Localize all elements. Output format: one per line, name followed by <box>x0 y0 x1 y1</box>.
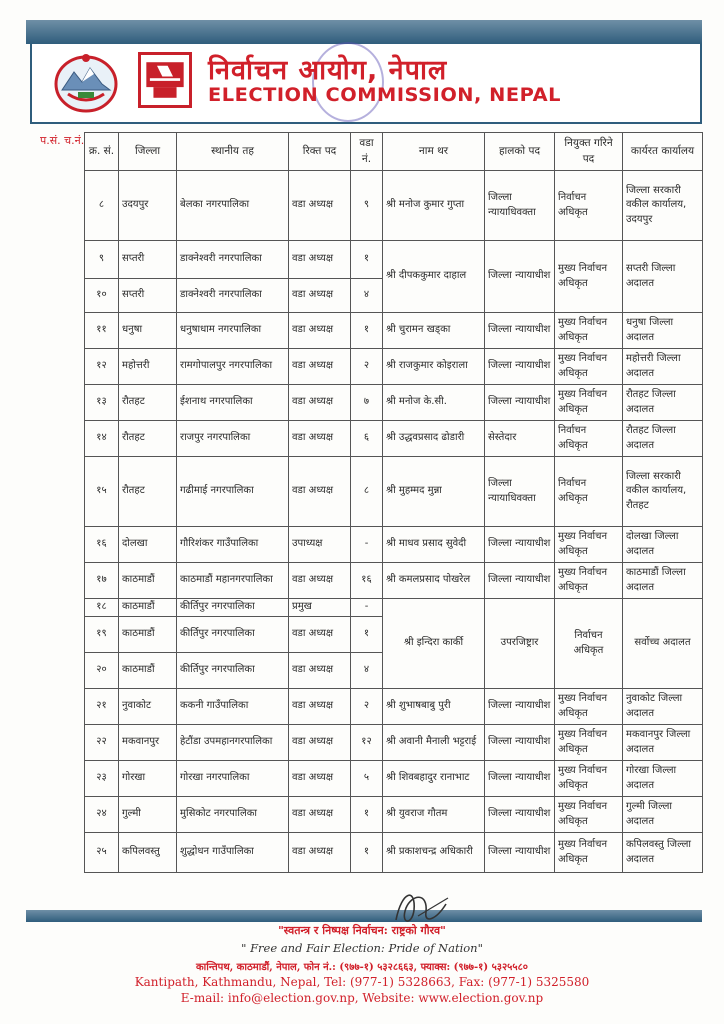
cell-current-post: जिल्ला न्यायाधीश <box>485 689 555 725</box>
cell-local-body: हेटौंडा उपमहानगरपालिका <box>177 725 289 761</box>
column-header: नियुक्त गरिने पद <box>555 133 623 171</box>
cell-post: वडा अध्यक्ष <box>289 689 351 725</box>
cell-sn: १५ <box>85 457 119 527</box>
cell-local-body: कीर्तिपुर नगरपालिका <box>177 599 289 617</box>
cell-current-post: सेस्तेदार <box>485 421 555 457</box>
cell-current-post: जिल्ला न्यायाधीश <box>485 797 555 833</box>
cell-sn: ११ <box>85 313 119 349</box>
cell-local-body: कीर्तिपुर नगरपालिका <box>177 617 289 653</box>
cell-district: मकवानपुर <box>119 725 177 761</box>
cell-district: उदयपुर <box>119 171 177 241</box>
cell-post: वडा अध्यक्ष <box>289 313 351 349</box>
table-row <box>85 457 703 527</box>
cell-appointed-post: निर्वाचन अधिकृत <box>555 421 623 457</box>
column-header: वडा नं. <box>351 133 383 171</box>
column-header: रिक्त पद <box>289 133 351 171</box>
cell-district: रौतहट <box>119 457 177 527</box>
cell-sn: १७ <box>85 563 119 599</box>
table-row <box>85 313 703 349</box>
cell-local-body: राजपुर नगरपालिका <box>177 421 289 457</box>
cell-appointed-post: मुख्य निर्वाचन अधिकृत <box>555 833 623 873</box>
cell-local-body: शुद्धोधन गाउँपालिका <box>177 833 289 873</box>
cell-appointed-post: मुख्य निर्वाचन अधिकृत <box>555 349 623 385</box>
cell-post: वडा अध्यक्ष <box>289 725 351 761</box>
cell-local-body: बेलका नगरपालिका <box>177 171 289 241</box>
cell-sn: २४ <box>85 797 119 833</box>
cell-sn: १८ <box>85 599 119 617</box>
cell-local-body: डाक्नेश्वरी नगरपालिका <box>177 241 289 279</box>
cell-district: महोत्तरी <box>119 349 177 385</box>
cell-local-body: रामगोपालपुर नगरपालिका <box>177 349 289 385</box>
table-row <box>85 833 703 873</box>
cell-office: मकवानपुर जिल्ला अदालत <box>623 725 703 761</box>
table-row <box>85 241 703 279</box>
column-header: नाम थर <box>383 133 485 171</box>
cell-sn: १६ <box>85 527 119 563</box>
reference-number-label: प.सं. च.नं. <box>40 134 85 147</box>
cell-district: सप्तरी <box>119 279 177 313</box>
header-top-bar <box>26 20 702 44</box>
cell-office: सप्तरी जिल्ला अदालत <box>623 241 703 313</box>
cell-name: श्री शुभाषबाबु पुरी <box>383 689 485 725</box>
cell-post: वडा अध्यक्ष <box>289 833 351 873</box>
cell-district: गोरखा <box>119 761 177 797</box>
cell-office: गोरखा जिल्ला अदालत <box>623 761 703 797</box>
cell-local-body: ककनी गाउँपालिका <box>177 689 289 725</box>
cell-post: वडा अध्यक्ष <box>289 349 351 385</box>
table-row <box>85 599 703 617</box>
table-row <box>85 689 703 725</box>
cell-post: वडा अध्यक्ष <box>289 617 351 653</box>
cell-district: धनुषा <box>119 313 177 349</box>
cell-appointed-post: मुख्य निर्वाचन अधिकृत <box>555 385 623 421</box>
cell-district: दोलखा <box>119 527 177 563</box>
cell-office: काठमाडौं जिल्ला अदालत <box>623 563 703 599</box>
cell-post: वडा अध्यक्ष <box>289 653 351 689</box>
cell-post: वडा अध्यक्ष <box>289 563 351 599</box>
table-row <box>85 349 703 385</box>
cell-sn: २१ <box>85 689 119 725</box>
cell-current-post: जिल्ला न्यायाधीश <box>485 385 555 421</box>
footer-motto-nepali: "स्वतन्त्र र निष्पक्ष निर्वाचन: राष्ट्रको गौरव" <box>278 924 446 937</box>
cell-appointed-post: निर्वाचन अधिकृत <box>555 457 623 527</box>
table-row <box>85 725 703 761</box>
cell-ward: १ <box>351 313 383 349</box>
cell-appointed-post: मुख्य निर्वाचन अधिकृत <box>555 761 623 797</box>
cell-post: वडा अध्यक्ष <box>289 421 351 457</box>
cell-current-post: जिल्ला न्यायाधीश <box>485 313 555 349</box>
election-commission-logo-icon <box>138 52 192 108</box>
cell-ward: ४ <box>351 653 383 689</box>
cell-appointed-post: मुख्य निर्वाचन अधिकृत <box>555 563 623 599</box>
cell-name: श्री मनोज के.सी. <box>383 385 485 421</box>
cell-current-post: जिल्ला न्यायाधीश <box>485 833 555 873</box>
footer-address-english: Kantipath, Kathmandu, Nepal, Tel: (977-1) 5328663, Fax: (977-1) 5325580 <box>134 975 590 989</box>
cell-district: कपिलवस्तु <box>119 833 177 873</box>
cell-local-body: मुसिकोट नगरपालिका <box>177 797 289 833</box>
table-row <box>85 761 703 797</box>
cell-post: उपाध्यक्ष <box>289 527 351 563</box>
cell-ward: २ <box>351 689 383 725</box>
column-header: हालको पद <box>485 133 555 171</box>
cell-current-post: जिल्ला न्यायाधीश <box>485 527 555 563</box>
cell-ward: १ <box>351 617 383 653</box>
table-row <box>85 171 703 241</box>
table-row <box>85 385 703 421</box>
cell-post: वडा अध्यक्ष <box>289 279 351 313</box>
cell-post: वडा अध्यक्ष <box>289 241 351 279</box>
cell-district: रौतहट <box>119 385 177 421</box>
cell-district: काठमाडौं <box>119 653 177 689</box>
cell-name: श्री माधव प्रसाद सुवेदी <box>383 527 485 563</box>
cell-name: श्री मुहम्मद मुन्ना <box>383 457 485 527</box>
cell-local-body: ईशनाथ नगरपालिका <box>177 385 289 421</box>
cell-sn: २२ <box>85 725 119 761</box>
cell-office: रौतहट जिल्ला अदालत <box>623 385 703 421</box>
cell-district: नुवाकोट <box>119 689 177 725</box>
footer-bar <box>26 910 702 922</box>
cell-appointed-post: मुख्य निर्वाचन अधिकृत <box>555 527 623 563</box>
cell-current-post: जिल्ला न्यायाधिवक्ता <box>485 457 555 527</box>
cell-ward: - <box>351 527 383 563</box>
nepal-emblem-icon <box>52 50 120 114</box>
cell-office: नुवाकोट जिल्ला अदालत <box>623 689 703 725</box>
cell-ward: ९ <box>351 171 383 241</box>
cell-sn: १२ <box>85 349 119 385</box>
cell-appointed-post: निर्वाचन अधिकृत <box>555 171 623 241</box>
cell-current-post: जिल्ला न्यायाधीश <box>485 725 555 761</box>
cell-ward: ८ <box>351 457 383 527</box>
cell-ward: १ <box>351 241 383 279</box>
column-header: कार्यरत कार्यालय <box>623 133 703 171</box>
cell-ward: ६ <box>351 421 383 457</box>
cell-ward: ४ <box>351 279 383 313</box>
cell-office: रौतहट जिल्ला अदालत <box>623 421 703 457</box>
cell-ward: १६ <box>351 563 383 599</box>
cell-name: श्री मनोज कुमार गुप्ता <box>383 171 485 241</box>
cell-current-post: जिल्ला न्यायाधीश <box>485 241 555 313</box>
cell-office: जिल्ला सरकारी वकील कार्यालय, उदयपुर <box>623 171 703 241</box>
cell-post: वडा अध्यक्ष <box>289 171 351 241</box>
cell-sn: ८ <box>85 171 119 241</box>
cell-name: श्री युवराज गौतम <box>383 797 485 833</box>
cell-sn: २३ <box>85 761 119 797</box>
table-row <box>85 421 703 457</box>
cell-district: सप्तरी <box>119 241 177 279</box>
table-row <box>85 563 703 599</box>
cell-name: श्री चुरामन खड्का <box>383 313 485 349</box>
cell-district: काठमाडौं <box>119 617 177 653</box>
cell-ward: १२ <box>351 725 383 761</box>
cell-sn: ९ <box>85 241 119 279</box>
cell-appointed-post: निर्वाचन अधिकृत <box>555 599 623 689</box>
cell-local-body: धनुषाधाम नगरपालिका <box>177 313 289 349</box>
cell-office: जिल्ला सरकारी वकील कार्यालय, रौतहट <box>623 457 703 527</box>
column-header: जिल्ला <box>119 133 177 171</box>
cell-sn: १३ <box>85 385 119 421</box>
header-title-nepali: निर्वाचन आयोग, नेपाल <box>208 55 448 86</box>
cell-name: श्री राजकुमार कोइराला <box>383 349 485 385</box>
cell-ward: ७ <box>351 385 383 421</box>
cell-appointed-post: मुख्य निर्वाचन अधिकृत <box>555 689 623 725</box>
cell-local-body: डाक्नेश्वरी नगरपालिका <box>177 279 289 313</box>
cell-ward: १ <box>351 833 383 873</box>
cell-local-body: कीर्तिपुर नगरपालिका <box>177 653 289 689</box>
cell-office: गुल्मी जिल्ला अदालत <box>623 797 703 833</box>
cell-current-post: उपरजिष्ट्रार <box>485 599 555 689</box>
cell-district: काठमाडौं <box>119 599 177 617</box>
cell-name: श्री कमलप्रसाद पोखरेल <box>383 563 485 599</box>
table-row <box>85 797 703 833</box>
cell-sn: १४ <box>85 421 119 457</box>
cell-name: श्री प्रकाशचन्द्र अधिकारी <box>383 833 485 873</box>
cell-appointed-post: मुख्य निर्वाचन अधिकृत <box>555 725 623 761</box>
cell-post: वडा अध्यक्ष <box>289 385 351 421</box>
cell-current-post: जिल्ला न्यायाधीश <box>485 563 555 599</box>
cell-post: प्रमुख <box>289 599 351 617</box>
cell-post: वडा अध्यक्ष <box>289 761 351 797</box>
cell-ward: ५ <box>351 761 383 797</box>
cell-office: महोत्तरी जिल्ला अदालत <box>623 349 703 385</box>
column-header: क्र. सं. <box>85 133 119 171</box>
cell-appointed-post: मुख्य निर्वाचन अधिकृत <box>555 313 623 349</box>
cell-district: काठमाडौं <box>119 563 177 599</box>
footer-motto-english: " Free and Fair Election: Pride of Nation" <box>241 941 483 955</box>
cell-name: श्री उद्धवप्रसाद ढोडारी <box>383 421 485 457</box>
cell-current-post: जिल्ला न्यायाधीश <box>485 349 555 385</box>
cell-ward: १ <box>351 797 383 833</box>
cell-local-body: गौरिशंकर गाउँपालिका <box>177 527 289 563</box>
footer-address-nepali: कान्तिपथ, काठमाडौं, नेपाल, फोन नं.: (९७७-१) ५३२८६६३, फ्याक्स: (९७७-१) ५३२५५८० <box>196 962 528 973</box>
cell-office: कपिलवस्तु जिल्ला अदालत <box>623 833 703 873</box>
header-title-english: ELECTION COMMISSION, NEPAL <box>208 84 561 106</box>
cell-sn: १० <box>85 279 119 313</box>
cell-name: श्री शिवबहादुर रानाभाट <box>383 761 485 797</box>
cell-sn: २५ <box>85 833 119 873</box>
cell-name: श्री अवानी मैनाली भट्टराई <box>383 725 485 761</box>
cell-name: श्री दीपककुमार दाहाल <box>383 241 485 313</box>
cell-sn: २० <box>85 653 119 689</box>
column-header: स्थानीय तह <box>177 133 289 171</box>
appointment-table <box>84 132 703 873</box>
cell-local-body: गढीमाई नगरपालिका <box>177 457 289 527</box>
cell-sn: १९ <box>85 617 119 653</box>
cell-current-post: जिल्ला न्यायाधिवक्ता <box>485 171 555 241</box>
cell-name: श्री इन्दिरा कार्की <box>383 599 485 689</box>
cell-district: रौतहट <box>119 421 177 457</box>
cell-ward: २ <box>351 349 383 385</box>
cell-post: वडा अध्यक्ष <box>289 457 351 527</box>
cell-appointed-post: मुख्य निर्वाचन अधिकृत <box>555 241 623 313</box>
cell-office: दोलखा जिल्ला अदालत <box>623 527 703 563</box>
cell-appointed-post: मुख्य निर्वाचन अधिकृत <box>555 797 623 833</box>
cell-local-body: गोरखा नगरपालिका <box>177 761 289 797</box>
cell-district: गुल्मी <box>119 797 177 833</box>
table-header-row <box>85 133 703 171</box>
cell-office: धनुषा जिल्ला अदालत <box>623 313 703 349</box>
footer-contact: E-mail: info@election.gov.np, Website: www.election.gov.np <box>180 991 544 1005</box>
cell-post: वडा अध्यक्ष <box>289 797 351 833</box>
cell-office: सर्वोच्च अदालत <box>623 599 703 689</box>
cell-ward: - <box>351 599 383 617</box>
cell-local-body: काठमाडौं महानगरपालिका <box>177 563 289 599</box>
cell-current-post: जिल्ला न्यायाधीश <box>485 761 555 797</box>
table-row <box>85 527 703 563</box>
